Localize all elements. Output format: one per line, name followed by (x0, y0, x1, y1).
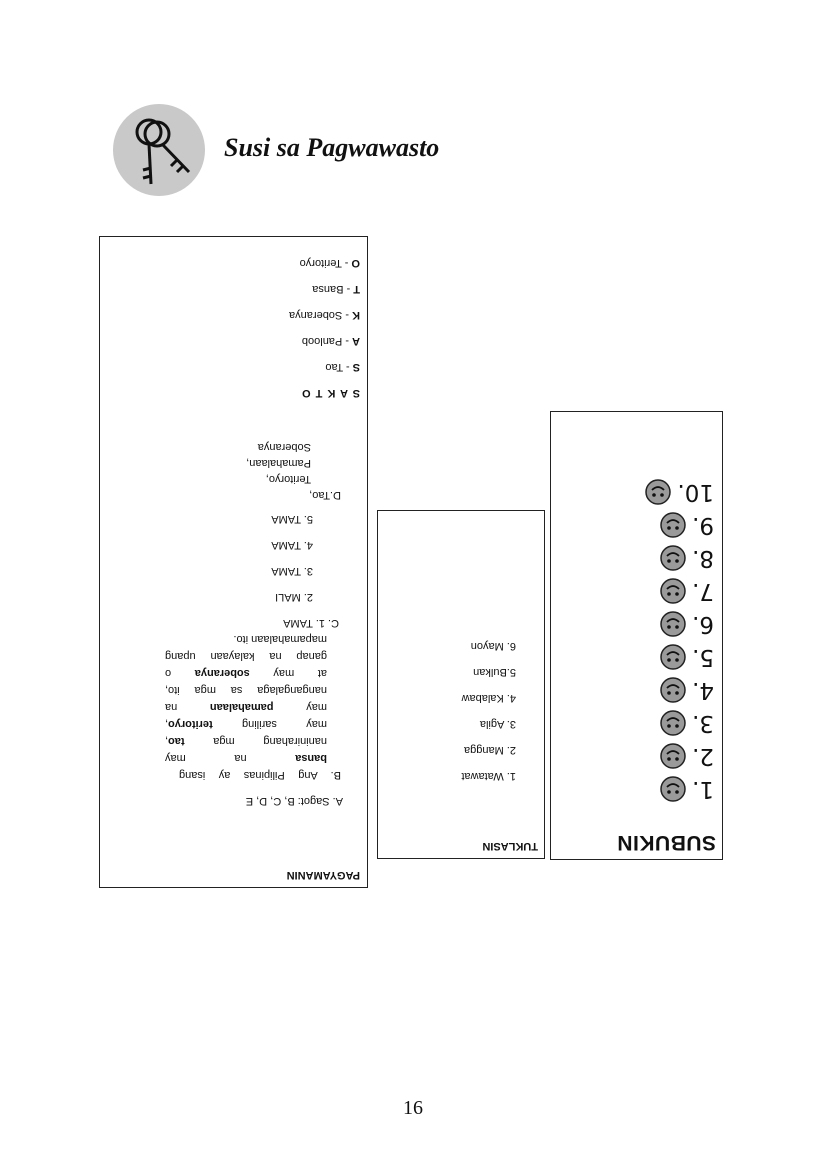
answer-d-line: Pamahalaan, (246, 457, 311, 469)
tuklasin-box (377, 510, 545, 859)
subukin-header: SUBUKIN (616, 831, 716, 854)
sakto-item: T - Bansa (312, 283, 360, 295)
smiley-icon (660, 776, 686, 802)
page-number: 16 (403, 1097, 423, 1119)
answer-c-item: 3. TAMA (271, 565, 313, 577)
answer-d-line: D.Tao, (309, 489, 341, 501)
answer-c-item: 5. TAMA (271, 513, 313, 525)
subukin-item: 3. (660, 708, 714, 738)
sakto-item: S - Tao (325, 361, 360, 373)
tuklasin-item: 5.Bulkan (473, 666, 516, 678)
answer-b-line: naninirahang mga tao, (165, 735, 327, 747)
answer-b-line: may sariling teritoryo, (165, 718, 327, 730)
smiley-icon (645, 479, 671, 505)
answer-d-line: Teritoryo, (265, 473, 311, 485)
pagyamanin-box (99, 236, 368, 888)
smiley-icon (660, 512, 686, 538)
subukin-item: 5. (660, 642, 714, 672)
subukin-item: 1. (660, 774, 714, 804)
smiley-icon (660, 710, 686, 736)
subukin-item: 7. (660, 576, 714, 606)
tuklasin-item: 1. Watawat (461, 770, 516, 782)
answer-b-line: mapamahalaan ito. (233, 633, 327, 645)
smiley-icon (660, 743, 686, 769)
subukin-item: 10. (645, 477, 714, 507)
smiley-icon (660, 611, 686, 637)
sakto-item: K - Soberanya (289, 309, 360, 321)
answer-a: A. Sagot: B, C, D, E (245, 795, 343, 807)
sakto-word: S A K T O (301, 387, 360, 399)
pagyamanin-header: PAGYAMANIN (286, 869, 360, 881)
smiley-icon (660, 677, 686, 703)
answer-b-line: nangangalaga sa mga ito, (165, 684, 327, 696)
keys-icon (113, 104, 205, 196)
answer-c-item: C. 1. TAMA (283, 617, 339, 629)
answer-b-line: at may soberanya o (165, 667, 327, 679)
answer-d-line: Soberanya (257, 441, 311, 453)
page-title: Susi sa Pagwawasto (224, 133, 440, 162)
answer-c-item: 4. TAMA (271, 539, 313, 551)
tuklasin-item: 6. Mayon (470, 640, 516, 652)
tuklasin-item: 2. Mangga (464, 744, 516, 756)
answer-b-line: may pamahalaan na (165, 701, 327, 713)
answer-b-line: bansa na may (164, 752, 327, 764)
answer-b-line: B. Ang Pilipinas ay isang (179, 769, 341, 781)
sakto-item: O - Teritoryo (299, 257, 360, 269)
subukin-item: 2. (660, 741, 714, 771)
smiley-icon (660, 578, 686, 604)
tuklasin-item: 3. Agila (479, 718, 516, 730)
tuklasin-item: 4. Kalabaw (461, 692, 516, 704)
subukin-item: 9. (660, 510, 714, 540)
tuklasin-header: TUKLASIN (482, 840, 538, 852)
subukin-item: 4. (660, 675, 714, 705)
answer-b-line: ganap na kalayaan upang (165, 650, 327, 662)
answer-c-item: 2. MALI (275, 591, 313, 603)
sakto-item: A - Panloob (301, 335, 360, 347)
subukin-item: 6. (660, 609, 714, 639)
subukin-item: 8. (660, 543, 714, 573)
smiley-icon (660, 545, 686, 571)
subukin-box (550, 411, 723, 860)
smiley-icon (660, 644, 686, 670)
